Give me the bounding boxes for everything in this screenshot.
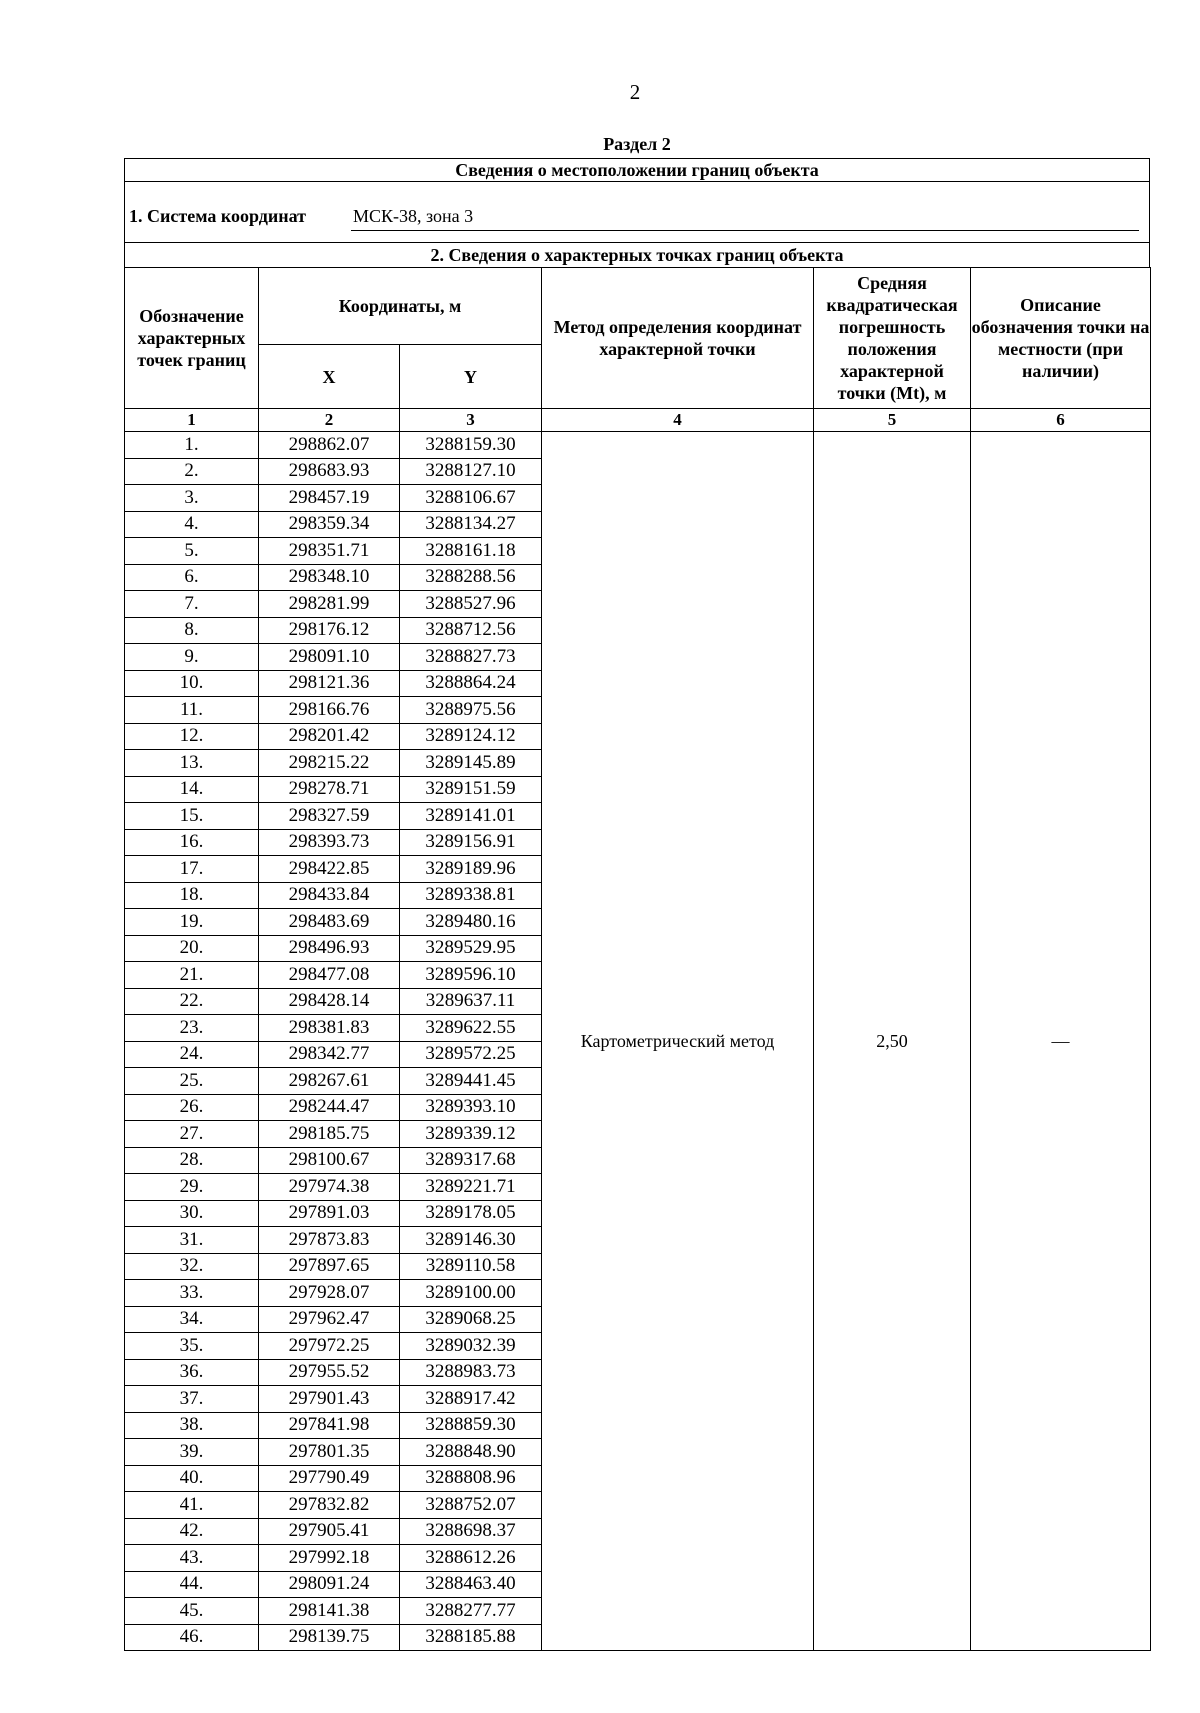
point-number-cell: 18. [125,882,259,909]
x-coordinate-cell: 297901.43 [259,1386,400,1413]
x-coordinate-cell: 297841.98 [259,1412,400,1439]
x-coordinate-cell: 298166.76 [259,697,400,724]
table-row [125,432,1151,459]
y-coordinate-cell: 3289100.00 [400,1280,542,1307]
coordinate-system-value: МСК-38, зона 3 [353,206,474,226]
y-coordinate-cell: 3289622.55 [400,1015,542,1042]
column-number: 6 [971,409,1151,432]
point-number-cell: 4. [125,511,259,538]
point-number-cell: 40. [125,1465,259,1492]
x-coordinate-cell: 298141.38 [259,1598,400,1625]
point-number-cell: 1. [125,432,259,459]
y-coordinate-cell: 3289339.12 [400,1121,542,1148]
x-coordinate-cell: 298433.84 [259,882,400,909]
y-coordinate-cell: 3288159.30 [400,432,542,459]
y-coordinate-cell: 3289529.95 [400,935,542,962]
y-coordinate-cell: 3288848.90 [400,1439,542,1466]
y-coordinate-cell: 3289156.91 [400,829,542,856]
point-number-cell: 19. [125,909,259,936]
header-coordinates: Координаты, м [259,268,542,345]
x-coordinate-cell: 297974.38 [259,1174,400,1201]
x-coordinate-cell: 298176.12 [259,617,400,644]
y-coordinate-cell: 3289338.81 [400,882,542,909]
y-coordinate-cell: 3288106.67 [400,485,542,512]
x-coordinate-cell: 297928.07 [259,1280,400,1307]
y-coordinate-cell: 3289145.89 [400,750,542,777]
header-method: Метод определения координат характерной точки [542,268,814,409]
x-coordinate-cell: 298281.99 [259,591,400,618]
point-number-cell: 46. [125,1624,259,1651]
y-coordinate-cell: 3288277.77 [400,1598,542,1625]
coordinate-system-row [124,181,1150,242]
x-coordinate-cell: 297897.65 [259,1253,400,1280]
point-number-cell: 6. [125,564,259,591]
x-coordinate-cell: 298477.08 [259,962,400,989]
point-number-cell: 27. [125,1121,259,1148]
point-number-cell: 10. [125,670,259,697]
y-coordinate-cell: 3288975.56 [400,697,542,724]
x-coordinate-cell: 297801.35 [259,1439,400,1466]
x-coordinate-cell: 298683.93 [259,458,400,485]
y-coordinate-cell: 3289124.12 [400,723,542,750]
y-coordinate-cell: 3289393.10 [400,1094,542,1121]
point-number-cell: 3. [125,485,259,512]
y-coordinate-cell: 3288161.18 [400,538,542,565]
point-number-cell: 44. [125,1571,259,1598]
point-number-cell: 22. [125,988,259,1015]
point-number-cell: 28. [125,1147,259,1174]
points-table [124,267,1151,1651]
point-number-cell: 45. [125,1598,259,1625]
point-number-cell: 29. [125,1174,259,1201]
x-coordinate-cell: 298342.77 [259,1041,400,1068]
header-designation: Обозначение характерных точек границ [125,268,259,409]
x-coordinate-cell: 298422.85 [259,856,400,883]
point-number-cell: 30. [125,1200,259,1227]
point-number-cell: 16. [125,829,259,856]
point-number-cell: 12. [125,723,259,750]
point-number-cell: 8. [125,617,259,644]
x-coordinate-cell: 297873.83 [259,1227,400,1254]
point-number-cell: 36. [125,1359,259,1386]
x-coordinate-cell: 298278.71 [259,776,400,803]
point-number-cell: 21. [125,962,259,989]
x-coordinate-cell: 297992.18 [259,1545,400,1572]
point-number-cell: 2. [125,458,259,485]
x-coordinate-cell: 297832.82 [259,1492,400,1519]
x-coordinate-cell: 298381.83 [259,1015,400,1042]
point-number-cell: 20. [125,935,259,962]
y-coordinate-cell: 3288917.42 [400,1386,542,1413]
y-coordinate-cell: 3288463.40 [400,1571,542,1598]
y-coordinate-cell: 3288698.37 [400,1518,542,1545]
x-coordinate-cell: 297905.41 [259,1518,400,1545]
x-coordinate-cell: 298201.42 [259,723,400,750]
column-number: 4 [542,409,814,432]
point-number-cell: 37. [125,1386,259,1413]
column-number: 3 [400,409,542,432]
x-coordinate-cell: 297962.47 [259,1306,400,1333]
y-coordinate-cell: 3289146.30 [400,1227,542,1254]
y-coordinate-cell: 3289032.39 [400,1333,542,1360]
point-number-cell: 23. [125,1015,259,1042]
y-coordinate-cell: 3288612.26 [400,1545,542,1572]
point-number-cell: 13. [125,750,259,777]
x-coordinate-cell: 298121.36 [259,670,400,697]
point-number-cell: 26. [125,1094,259,1121]
x-coordinate-cell: 298428.14 [259,988,400,1015]
x-coordinate-cell: 298457.19 [259,485,400,512]
point-number-cell: 35. [125,1333,259,1360]
x-coordinate-cell: 298244.47 [259,1094,400,1121]
y-coordinate-cell: 3288712.56 [400,617,542,644]
y-coordinate-cell: 3289317.68 [400,1147,542,1174]
column-number: 1 [125,409,259,432]
point-number-cell: 15. [125,803,259,830]
header-y: Y [400,345,542,409]
y-coordinate-cell: 3288752.07 [400,1492,542,1519]
x-coordinate-cell: 298348.10 [259,564,400,591]
point-number-cell: 7. [125,591,259,618]
point-number-cell: 42. [125,1518,259,1545]
page-number: 2 [629,80,641,104]
y-coordinate-cell: 3289189.96 [400,856,542,883]
column-number: 5 [814,409,971,432]
y-coordinate-cell: 3288808.96 [400,1465,542,1492]
y-coordinate-cell: 3288827.73 [400,644,542,671]
y-coordinate-cell: 3288185.88 [400,1624,542,1651]
point-number-cell: 5. [125,538,259,565]
point-number-cell: 25. [125,1068,259,1095]
x-coordinate-cell: 298359.34 [259,511,400,538]
error-cell: 2,50 [814,432,971,1651]
y-coordinate-cell: 3288527.96 [400,591,542,618]
x-coordinate-cell: 298185.75 [259,1121,400,1148]
y-coordinate-cell: 3289480.16 [400,909,542,936]
point-number-cell: 43. [125,1545,259,1572]
point-number-cell: 41. [125,1492,259,1519]
y-coordinate-cell: 3289637.11 [400,988,542,1015]
header-description: Описание обозначения точки на местности (при наличии) [971,268,1151,409]
x-coordinate-cell: 297891.03 [259,1200,400,1227]
y-coordinate-cell: 3289441.45 [400,1068,542,1095]
point-number-cell: 33. [125,1280,259,1307]
boundary-info-frame [124,158,1150,1651]
y-coordinate-cell: 3289596.10 [400,962,542,989]
point-number-cell: 38. [125,1412,259,1439]
x-coordinate-cell: 298215.22 [259,750,400,777]
x-coordinate-cell: 298091.10 [259,644,400,671]
point-number-cell: 24. [125,1041,259,1068]
point-number-cell: 31. [125,1227,259,1254]
underline-divider [351,230,1139,231]
header-x: X [259,345,400,409]
x-coordinate-cell: 298100.67 [259,1147,400,1174]
method-cell: Картометрический метод [542,432,814,1651]
column-number: 2 [259,409,400,432]
y-coordinate-cell: 3289141.01 [400,803,542,830]
point-number-cell: 32. [125,1253,259,1280]
header-error: Средняя квадратическая погрешность положения характерной точки (Mt), м [814,268,971,409]
x-coordinate-cell: 297790.49 [259,1465,400,1492]
x-coordinate-cell: 298483.69 [259,909,400,936]
point-number-cell: 14. [125,776,259,803]
point-number-cell: 34. [125,1306,259,1333]
point-number-cell: 39. [125,1439,259,1466]
y-coordinate-cell: 3289572.25 [400,1041,542,1068]
y-coordinate-cell: 3288127.10 [400,458,542,485]
x-coordinate-cell: 298351.71 [259,538,400,565]
y-coordinate-cell: 3289178.05 [400,1200,542,1227]
point-number-cell: 17. [125,856,259,883]
x-coordinate-cell: 298267.61 [259,1068,400,1095]
point-number-cell: 11. [125,697,259,724]
location-caption: Сведения о местоположении границ объекта [124,158,1150,181]
x-coordinate-cell: 298496.93 [259,935,400,962]
points-caption: 2. Сведения о характерных точках границ объекта [124,242,1150,267]
x-coordinate-cell: 297972.25 [259,1333,400,1360]
x-coordinate-cell: 298393.73 [259,829,400,856]
y-coordinate-cell: 3288859.30 [400,1412,542,1439]
y-coordinate-cell: 3289068.25 [400,1306,542,1333]
y-coordinate-cell: 3288864.24 [400,670,542,697]
y-coordinate-cell: 3289110.58 [400,1253,542,1280]
x-coordinate-cell: 297955.52 [259,1359,400,1386]
y-coordinate-cell: 3288983.73 [400,1359,542,1386]
x-coordinate-cell: 298139.75 [259,1624,400,1651]
y-coordinate-cell: 3289221.71 [400,1174,542,1201]
description-cell: — [971,432,1151,1651]
coordinate-system-label: 1. Система координат [129,206,306,226]
y-coordinate-cell: 3289151.59 [400,776,542,803]
x-coordinate-cell: 298091.24 [259,1571,400,1598]
section-title: Раздел 2 [603,134,671,154]
x-coordinate-cell: 298327.59 [259,803,400,830]
y-coordinate-cell: 3288134.27 [400,511,542,538]
x-coordinate-cell: 298862.07 [259,432,400,459]
point-number-cell: 9. [125,644,259,671]
y-coordinate-cell: 3288288.56 [400,564,542,591]
